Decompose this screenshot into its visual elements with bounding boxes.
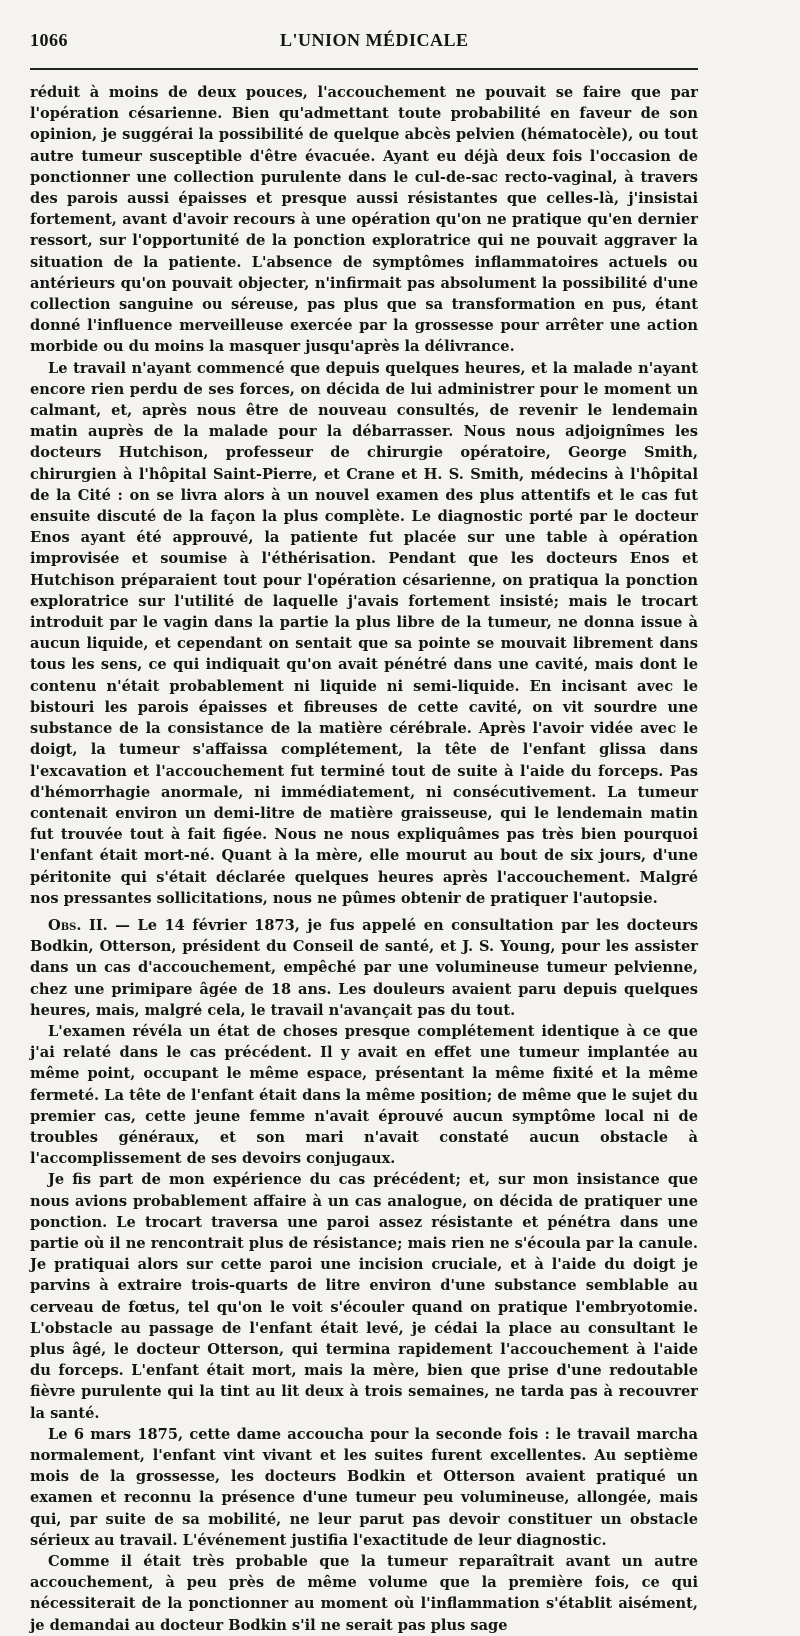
observation-label: Obs. II. — bbox=[48, 916, 130, 934]
page-number: 1066 bbox=[30, 30, 68, 50]
observation-paragraph bbox=[30, 915, 698, 1021]
page-header bbox=[30, 30, 698, 58]
header-rule bbox=[30, 68, 698, 70]
running-title: L'UNION MÉDICALE bbox=[280, 30, 469, 50]
observation-text: Le 14 février 1873, je fus appelé en consultation par les docteurs Bodkin, Otterson, président du Conseil de santé, et J. S. Young, pour les assister dans un cas d'accouchement, empêché par une volumineuse tumeur pelvienne, chez une primipare âgée de 18 ans. Les douleurs avaient paru depuis quelques heures, mais, malgré cela, le travail n'avançait pas du tout. bbox=[30, 916, 698, 1019]
paragraph: L'examen révéla un état de choses presque complétement identique à ce que j'ai relaté dans le cas précédent. Il y avait en effet une tumeur implantée au même point, occupant le même espace, présentant la même fixité et la même fermeté. La tête de l'enfant était dans la même position; de même que le sujet du premier cas, cette jeune femme n'avait éprouvé aucun symptôme local ni de troubles généraux, et son mari n'avait constaté aucun obstacle à l'accomplissement de ses devoirs conjugaux. bbox=[30, 1022, 698, 1168]
paragraph: Le travail n'ayant commencé que depuis quelques heures, et la malade n'ayant encore rien perdu de ses forces, on décida de lui administrer pour le moment un calmant, et, après nous être de nouveau consultés, de revenir le lendemain matin auprès de la malade pour la débarrasser. Nous nous adjoignîmes les docteurs Hutchison, professeur de chirurgie opératoire, George Smith, chirurgien à l'hôpital Saint-Pierre, et Crane et H. S. Smith, médecins à l'hôpital de la Cité : on se livra alors à un nouvel examen des plus attentifs et le cas fut ensuite discuté de la façon la plus complète. Le diagnostic porté par le docteur Enos ayant été approuvé, la patiente fut placée sur une table à opération improvisée et soumise à l'éthérisation. Pendant que les docteurs Enos et Hutchison préparaient tout pour l'opération césarienne, on pratiqua la ponction exploratrice sur l'utilité de laquelle j'avais fortement insisté; mais le trocart introduit par le vagin dans la partie la plus libre de la tumeur, ne donna issue à aucun liquide, et cependant on sentait que sa pointe se mouvait librement dans tous les sens, ce qui indiquait qu'on avait pénétré dans une cavité, mais dont le contenu n'était probablement ni liquide ni semi-liquide. En incisant avec le bistouri les parois épaisses et fibreuses de cette cavité, on vit sourdre une substance de la consistance de la matière cérébrale. Après l'avoir vidée avec le doigt, la tumeur s'affaissa complétement, la tête de l'enfant glissa dans l'excavation et l'accouchement fut terminé tout de suite à l'aide du forceps. Pas d'hémorrhagie anormale, ni immédiatement, ni consécutivement. La tumeur contenait environ un demi-litre de matière graisseuse, qui le lendemain matin fut trouvée tout à fait figée. Nous ne nous expliquâmes pas très bien pourquoi l'enfant était mort-né. Quant à la mère, elle mourut au bout de six jours, d'une péritonite qui s'était déclarée quelques heures après l'accouchement. Malgré nos pressantes sollicitations, nous ne pûmes obtenir de pratiquer l'autopsie. bbox=[30, 359, 698, 907]
paragraph: Je fis part de mon expérience du cas précédent; et, sur mon insistance que nous avions probablement affaire à un cas analogue, on décida de pratiquer une ponction. Le trocart traversa une paroi assez résistante et pénétra dans une partie où il ne rencontrait plus de résistance; mais rien ne s'écoula par la canule. Je pratiquai alors sur cette paroi une incision cruciale, et à l'aide du doigt je parvins à extraire trois-quarts de litre environ d'une substance semblable au cerveau de fœtus, tel qu'on le voit s'écouler quand on pratique l'embryotomie. L'obstacle au passage de l'enfant était levé, je cédai la place au consultant le plus âgé, le docteur Otterson, qui termina rapidement l'accouchement à l'aide du forceps. L'enfant était mort, mais la mère, bien que prise d'une redoutable fièvre purulente qui la tint au lit deux à trois semaines, ne tarda pas à recouvrer la santé. bbox=[30, 1171, 698, 1422]
paragraph: Comme il était très probable que la tumeur reparaîtrait avant un autre accouchement, à peu près de même volume que la première fois, ce qui nécessiterait de la ponctionner au moment où l'inflammation s'établit aisément, je demandai au docteur Bodkin s'il ne serait pas plus sage bbox=[30, 1553, 698, 1634]
body-text bbox=[30, 82, 698, 1636]
paragraph: Le 6 mars 1875, cette dame accoucha pour la seconde fois : le travail marcha normalement, l'enfant vint vivant et les suites furent excellentes. Au septième mois de la grossesse, les docteurs Bodkin et Otterson avaient pratiqué un examen et reconnu la présence d'une tumeur peu volumineuse, allongée, mais qui, par suite de sa mobilité, ne leur parut pas devoir constituer un obstacle sérieux au travail. L'événement justifia l'exactitude de leur diagnostic. bbox=[30, 1425, 698, 1549]
paragraph: réduit à moins de deux pouces, l'accouchement ne pouvait se faire que par l'opération césarienne. Bien qu'admettant toute probabilité en faveur de son opinion, je suggérai la possibilité de quelque abcès pelvien (hématocèle), ou tout autre tumeur susceptible d'être évacuée. Ayant eu déjà deux fois l'occasion de ponctionner une collection purulente dans le cul-de-sac recto-vaginal, à travers des parois aussi épaisses et presque aussi résistantes que celles-là, j'insistai fortement, avant d'avoir recours à une opération qu'on ne pratique qu'en dernier ressort, sur l'opportunité de la ponction exploratrice qui ne pouvait aggraver la situation de la patiente. L'absence de symptômes inflammatoires actuels ou antérieurs qu'on pouvait objecter, n'infirmait pas absolument la possibilité d'une collection sanguine ou séreuse, pas plus que sa transformation en pus, étant donné l'influence merveilleuse exercée par la grossesse pour arrêter une action morbide ou du moins la masquer jusqu'après la délivrance. bbox=[30, 84, 698, 356]
